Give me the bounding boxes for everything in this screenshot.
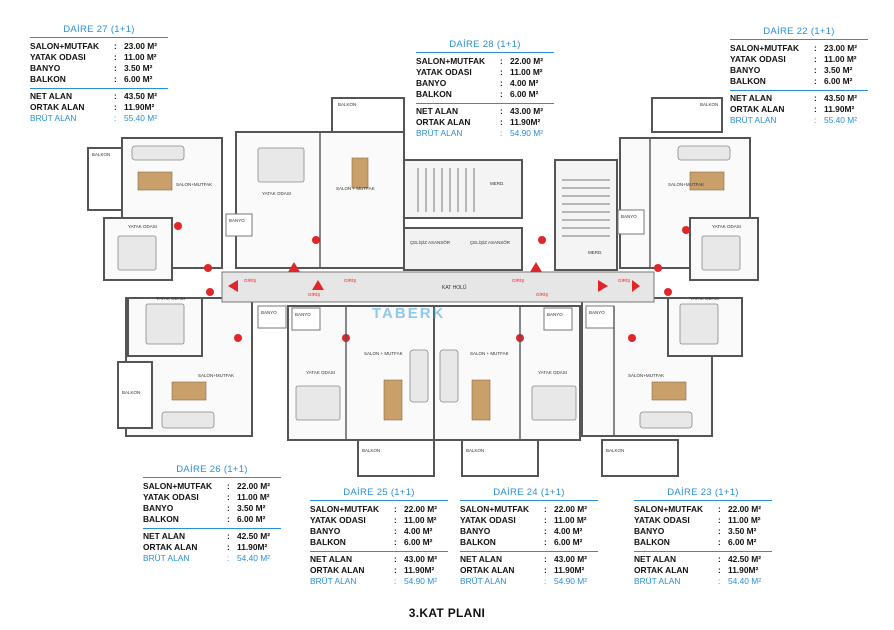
yatak-label-23: YATAK ODASI: [690, 296, 720, 301]
balcony-bottom-c2: [462, 440, 538, 476]
balcony-top-left: [88, 148, 122, 210]
salon-label-27: SALON+MUTFAK: [176, 182, 213, 187]
corridor: [222, 272, 654, 302]
salon-label-28: SALON + MUTFAK: [336, 186, 375, 191]
balkon-label-7: BALKON: [606, 448, 625, 453]
salon-label-26: SALON+MUTFAK: [198, 373, 235, 378]
balkon-row: BALKON : 6.00 M²: [310, 537, 433, 547]
yatak-label-25: YATAK ODASI: [306, 370, 336, 375]
net-row: NET ALAN : 43.50 M²: [730, 93, 858, 103]
balkon-row: BALKON : 6.00 M²: [143, 514, 266, 524]
salon-row: SALON+MUTFAK : 22.00 M²: [416, 56, 544, 66]
asansor-right-label: ÇELİŞİZ ASANSÖR: [470, 240, 511, 245]
balkon-row: BALKON : 6.00 M²: [30, 74, 153, 84]
net-row: NET ALAN : 43.00 M²: [416, 106, 544, 116]
brut-row: BRÜT ALAN : 55.40 M²: [30, 113, 158, 123]
brut-row: BRÜT ALAN : 54.90 M²: [310, 576, 438, 586]
unit-27-title: DAİRE 27 (1+1): [30, 24, 168, 38]
yatak-label-28: YATAK ODASI: [262, 191, 292, 196]
banyo-row: BANYO : 4.00 M²: [460, 526, 583, 536]
ortak-row: ORTAK ALAN : 11.90M²: [143, 542, 268, 552]
brut-row: BRÜT ALAN : 54.90 M²: [460, 576, 588, 586]
banyo-label-26: BANYO: [261, 310, 277, 315]
unit-24-card: [460, 487, 598, 587]
merdiven-label-2: MERD.: [588, 250, 603, 255]
divider: [416, 103, 554, 104]
unit-28-card: [416, 39, 554, 139]
banyo-row: BANYO : 4.00 M²: [310, 526, 433, 536]
ortak-row: ORTAK ALAN : 11.90M²: [634, 565, 759, 575]
unit-25-card: [310, 487, 448, 587]
salon-row: SALON+MUTFAK : 22.00 M²: [460, 504, 588, 514]
ortak-row: ORTAK ALAN : 11.90M²: [310, 565, 435, 575]
salon-label-23: SALON+MUTFAK: [628, 373, 665, 378]
divider: [460, 551, 598, 552]
banyo-label-22: BANYO: [621, 214, 637, 219]
balkon-label-4: BALKON: [122, 390, 141, 395]
net-row: NET ALAN : 43.50 M²: [30, 91, 158, 101]
balcony-bottom-left: [118, 362, 152, 428]
ortak-row: ORTAK ALAN : 11.90M²: [460, 565, 585, 575]
unit-27-card: [30, 24, 168, 124]
net-row: NET ALAN : 43.00 M²: [310, 554, 438, 564]
divider: [730, 90, 868, 91]
banyo-row: BANYO : 3.50 M²: [30, 63, 153, 73]
floor-plan-title: 3.KAT PLANI: [408, 606, 486, 620]
net-row: NET ALAN : 43.00 M²: [460, 554, 588, 564]
giris-label-2: GİRİŞ: [308, 292, 321, 297]
giris-label-5: GİRİŞ: [536, 292, 549, 297]
right-stairwell: [555, 160, 617, 270]
divider: [30, 88, 168, 89]
ortak-row: ORTAK ALAN : 11.90M²: [30, 102, 155, 112]
left-stairwell: [404, 160, 522, 218]
yatak-label-22: YATAK ODASI: [712, 224, 742, 229]
banyo-label-23: BANYO: [589, 310, 605, 315]
banyo-row: BANYO : 3.50 M²: [730, 65, 853, 75]
asansor-left-label: ÇELİŞİZ ASANSÖR: [410, 240, 451, 245]
yatak-row: YATAK ODASI : 11.00 M²: [416, 67, 543, 77]
unit-23-card: [634, 487, 772, 587]
net-row: NET ALAN : 42.50 M²: [634, 554, 762, 564]
banyo-label-25: BANYO: [295, 312, 311, 317]
giris-label-6: GİRİŞ: [618, 278, 631, 283]
balcony-bottom-c1: [358, 440, 434, 476]
banyo-label-27: BANYO: [229, 218, 245, 223]
unit-24-title: DAİRE 24 (1+1): [460, 487, 598, 501]
brut-row: BRÜT ALAN : 54.40 M²: [634, 576, 762, 586]
balkon-row: BALKON : 6.00 M²: [730, 76, 853, 86]
balkon-label-1: BALKON: [92, 152, 111, 157]
merdiven-label-1: MERD.: [490, 181, 505, 186]
salon-label-22: SALON+MUTFAK: [668, 182, 705, 187]
unit-26-card: [143, 464, 281, 564]
banyo-row: BANYO : 4.00 M²: [416, 78, 539, 88]
unit-25-title: DAİRE 25 (1+1): [310, 487, 448, 501]
yatak-row: YATAK ODASI : 11.00 M²: [730, 54, 857, 64]
elevator-block: [404, 228, 522, 270]
balkon-label-2: BALKON: [338, 102, 357, 107]
yatak-label-27: YATAK ODASI: [128, 224, 158, 229]
yatak-row: YATAK ODASI : 11.00 M²: [460, 515, 587, 525]
yatak-label-24: YATAK ODASI: [538, 370, 568, 375]
net-row: NET ALAN : 42.50 M²: [143, 531, 271, 541]
watermark-logo: TABERK: [372, 305, 446, 322]
banyo-row: BANYO : 3.50 M²: [143, 503, 266, 513]
kat-holu-label: KAT HOLÜ: [442, 285, 467, 291]
ortak-row: ORTAK ALAN : 11.90M²: [730, 104, 855, 114]
yatak-row: YATAK ODASI : 11.00 M²: [310, 515, 437, 525]
brut-row: BRÜT ALAN : 55.40 M²: [730, 115, 858, 125]
unit-22-title: DAİRE 22 (1+1): [730, 26, 868, 40]
giris-label-3: GİRİŞ: [344, 278, 357, 283]
salon-row: SALON+MUTFAK : 22.00 M²: [634, 504, 762, 514]
salon-row: SALON+MUTFAK : 22.00 M²: [143, 481, 271, 491]
unit-28-title: DAİRE 28 (1+1): [416, 39, 554, 53]
salon-label-25: SALON + MUTFAK: [364, 351, 403, 356]
divider: [634, 551, 772, 552]
banyo-row: BANYO : 3.50 M²: [634, 526, 757, 536]
unit-26-title: DAİRE 26 (1+1): [143, 464, 281, 478]
yatak-row: YATAK ODASI : 11.00 M²: [143, 492, 270, 502]
balkon-label-5: BALKON: [362, 448, 381, 453]
divider: [310, 551, 448, 552]
ortak-row: ORTAK ALAN : 11.90M²: [416, 117, 541, 127]
balkon-row: BALKON : 6.00 M²: [416, 89, 539, 99]
yatak-row: YATAK ODASI : 11.00 M²: [30, 52, 157, 62]
unit-22-card: [730, 26, 868, 126]
brut-row: BRÜT ALAN : 54.90 M²: [416, 128, 544, 138]
giris-label-4: GİRİŞ: [512, 278, 525, 283]
balcony-bottom-right: [602, 440, 678, 476]
banyo-label-24: BANYO: [547, 312, 563, 317]
divider: [143, 528, 281, 529]
balkon-row: BALKON : 6.00 M²: [634, 537, 757, 547]
balkon-label-6: BALKON: [466, 448, 485, 453]
balkon-label-3: BALKON: [700, 102, 719, 107]
salon-label-24: SALON + MUTFAK: [470, 351, 509, 356]
giris-label-1: GİRİŞ: [244, 278, 257, 283]
brut-row: BRÜT ALAN : 54.40 M²: [143, 553, 271, 563]
salon-row: SALON+MUTFAK : 23.00 M²: [730, 43, 858, 53]
yatak-label-26: YATAK ODASI: [156, 296, 186, 301]
unit-23-title: DAİRE 23 (1+1): [634, 487, 772, 501]
salon-row: SALON+MUTFAK : 22.00 M²: [310, 504, 438, 514]
yatak-row: YATAK ODASI : 11.00 M²: [634, 515, 761, 525]
salon-row: SALON+MUTFAK : 23.00 M²: [30, 41, 158, 51]
balkon-row: BALKON : 6.00 M²: [460, 537, 583, 547]
